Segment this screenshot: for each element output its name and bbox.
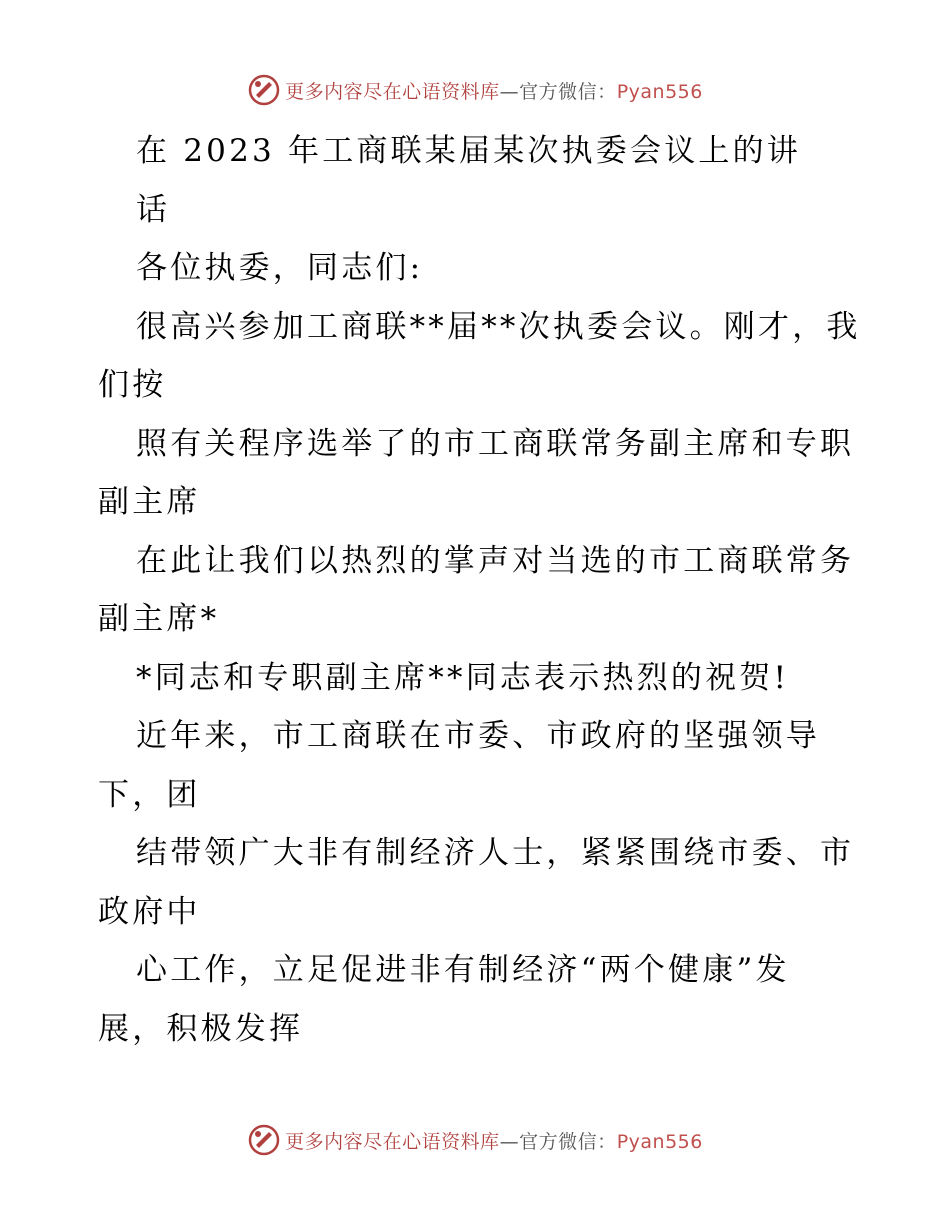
doc-line: 心工作，立足促进非有制经济“两个健康”发 <box>136 952 790 988</box>
doc-line: 结带领广大非有制经济人士，紧紧围绕市委、市 <box>136 835 855 871</box>
watermark-seal-icon <box>247 73 281 107</box>
doc-line: 近年来，市工商联在市委、市政府的坚强领导 <box>136 718 820 754</box>
doc-line: 各位执委，同志们: <box>136 250 424 286</box>
doc-line: 政府中 <box>98 893 201 930</box>
header-brand: 更多内容尽在心语资料库 <box>285 80 500 103</box>
header-label: 官方微信： <box>519 80 617 103</box>
header-watermark <box>0 70 950 110</box>
doc-line: 话 <box>136 191 171 228</box>
document-body <box>98 122 861 1058</box>
doc-line: 在此让我们以热烈的掌声对当选的市工商联常务 <box>136 542 855 579</box>
doc-line: 在 2023 年工商联某届某次执委会议上的讲 <box>136 133 801 169</box>
doc-line: 们按 <box>98 367 167 403</box>
footer-brand: 更多内容尽在心语资料库 <box>285 1130 500 1153</box>
doc-line: 很高兴参加工商联**届**次执委会议。刚才，我 <box>136 308 861 345</box>
doc-line: 下，团 <box>98 776 201 813</box>
footer-wechat-id: Pyan556 <box>616 1130 703 1153</box>
doc-line: 副主席* <box>98 601 220 637</box>
header-separator: — <box>499 80 520 103</box>
footer-label: 官方微信： <box>519 1130 617 1153</box>
header-wechat-id: Pyan556 <box>616 80 703 103</box>
footer-watermark <box>0 1120 950 1160</box>
doc-line: 展，积极发挥 <box>98 1010 304 1047</box>
doc-line: *同志和专职副主席**同志表示热烈的祝贺! <box>136 659 790 696</box>
header-watermark-text <box>285 77 703 104</box>
doc-line: 照有关程序选举了的市工商联常务副主席和专职 <box>136 425 855 462</box>
footer-watermark-text <box>285 1127 703 1154</box>
watermark-seal-icon <box>247 1123 281 1157</box>
footer-separator: — <box>499 1130 520 1153</box>
doc-line: 副主席 <box>98 484 201 520</box>
